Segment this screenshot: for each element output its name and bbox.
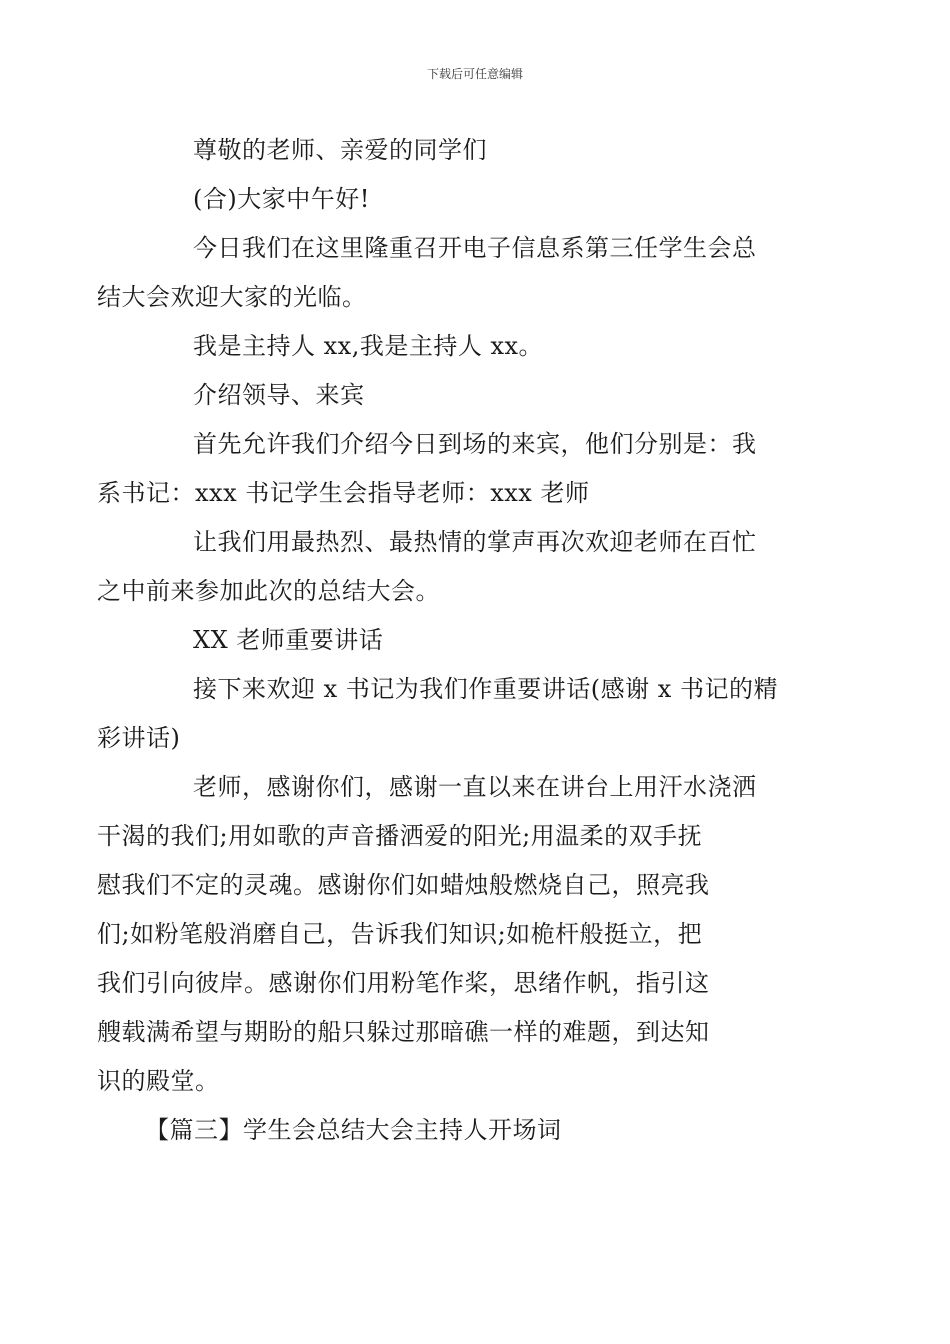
text-line: 识的殿堂。 <box>97 1067 220 1095</box>
text-line: 之中前来参加此次的总结大会。 <box>97 577 440 605</box>
paragraph-intro-heading <box>145 371 810 420</box>
paragraph-applause <box>97 518 810 616</box>
text-line: 接下来欢迎 x 书记为我们作重要讲话(感谢 x 书记的精 <box>193 675 778 703</box>
text-line: 尊敬的老师、亲爱的同学们 <box>193 136 487 164</box>
paragraph-hosts <box>145 322 810 371</box>
paragraph-greeting <box>145 175 810 224</box>
paragraph-guests <box>97 420 810 518</box>
paragraph-salutation <box>145 126 810 175</box>
text-line: 慰我们不定的灵魂。感谢你们如蜡烛般燃烧自己，照亮我 <box>97 871 710 899</box>
text-line: 我是主持人 xx,我是主持人 xx。 <box>193 332 544 360</box>
document-body <box>97 126 810 1155</box>
paragraph-opening <box>97 224 810 322</box>
text-line: 结大会欢迎大家的光临。 <box>97 283 367 311</box>
paragraph-speech <box>97 665 810 763</box>
text-line: 老师，感谢你们，感谢一直以来在讲台上用汗水浇洒 <box>193 773 757 801</box>
text-line: 让我们用最热烈、最热情的掌声再次欢迎老师在百忙 <box>193 528 757 556</box>
text-line: 介绍领导、来宾 <box>193 381 365 409</box>
text-line: 们;如粉笔般消磨自己，告诉我们知识;如桅杆般挺立，把 <box>97 920 703 948</box>
paragraph-thanks <box>97 763 810 1106</box>
text-line: 我们引向彼岸。感谢你们用粉笔作桨，思绪作帆，指引这 <box>97 969 710 997</box>
text-line: XX 老师重要讲话 <box>193 626 384 654</box>
text-line: 艘载满希望与期盼的船只躲过那暗礁一样的难题，到达知 <box>97 1018 710 1046</box>
page-header-note: 下载后可任意编辑 <box>426 67 523 81</box>
text-line: 系书记：xxx 书记学生会指导老师：xxx 老师 <box>97 479 590 507</box>
text-line: 今日我们在这里隆重召开电子信息系第三任学生会总 <box>193 234 757 262</box>
text-line: 首先允许我们介绍今日到场的来宾，他们分别是：我 <box>193 430 757 458</box>
text-line: 干渴的我们;用如歌的声音播洒爱的阳光;用温柔的双手抚 <box>97 822 703 850</box>
section-title: 【篇三】学生会总结大会主持人开场词 <box>145 1116 562 1144</box>
text-line: 彩讲话) <box>97 724 181 752</box>
paragraph-speech-heading <box>145 616 810 665</box>
text-line: (合)大家中午好! <box>193 185 370 213</box>
